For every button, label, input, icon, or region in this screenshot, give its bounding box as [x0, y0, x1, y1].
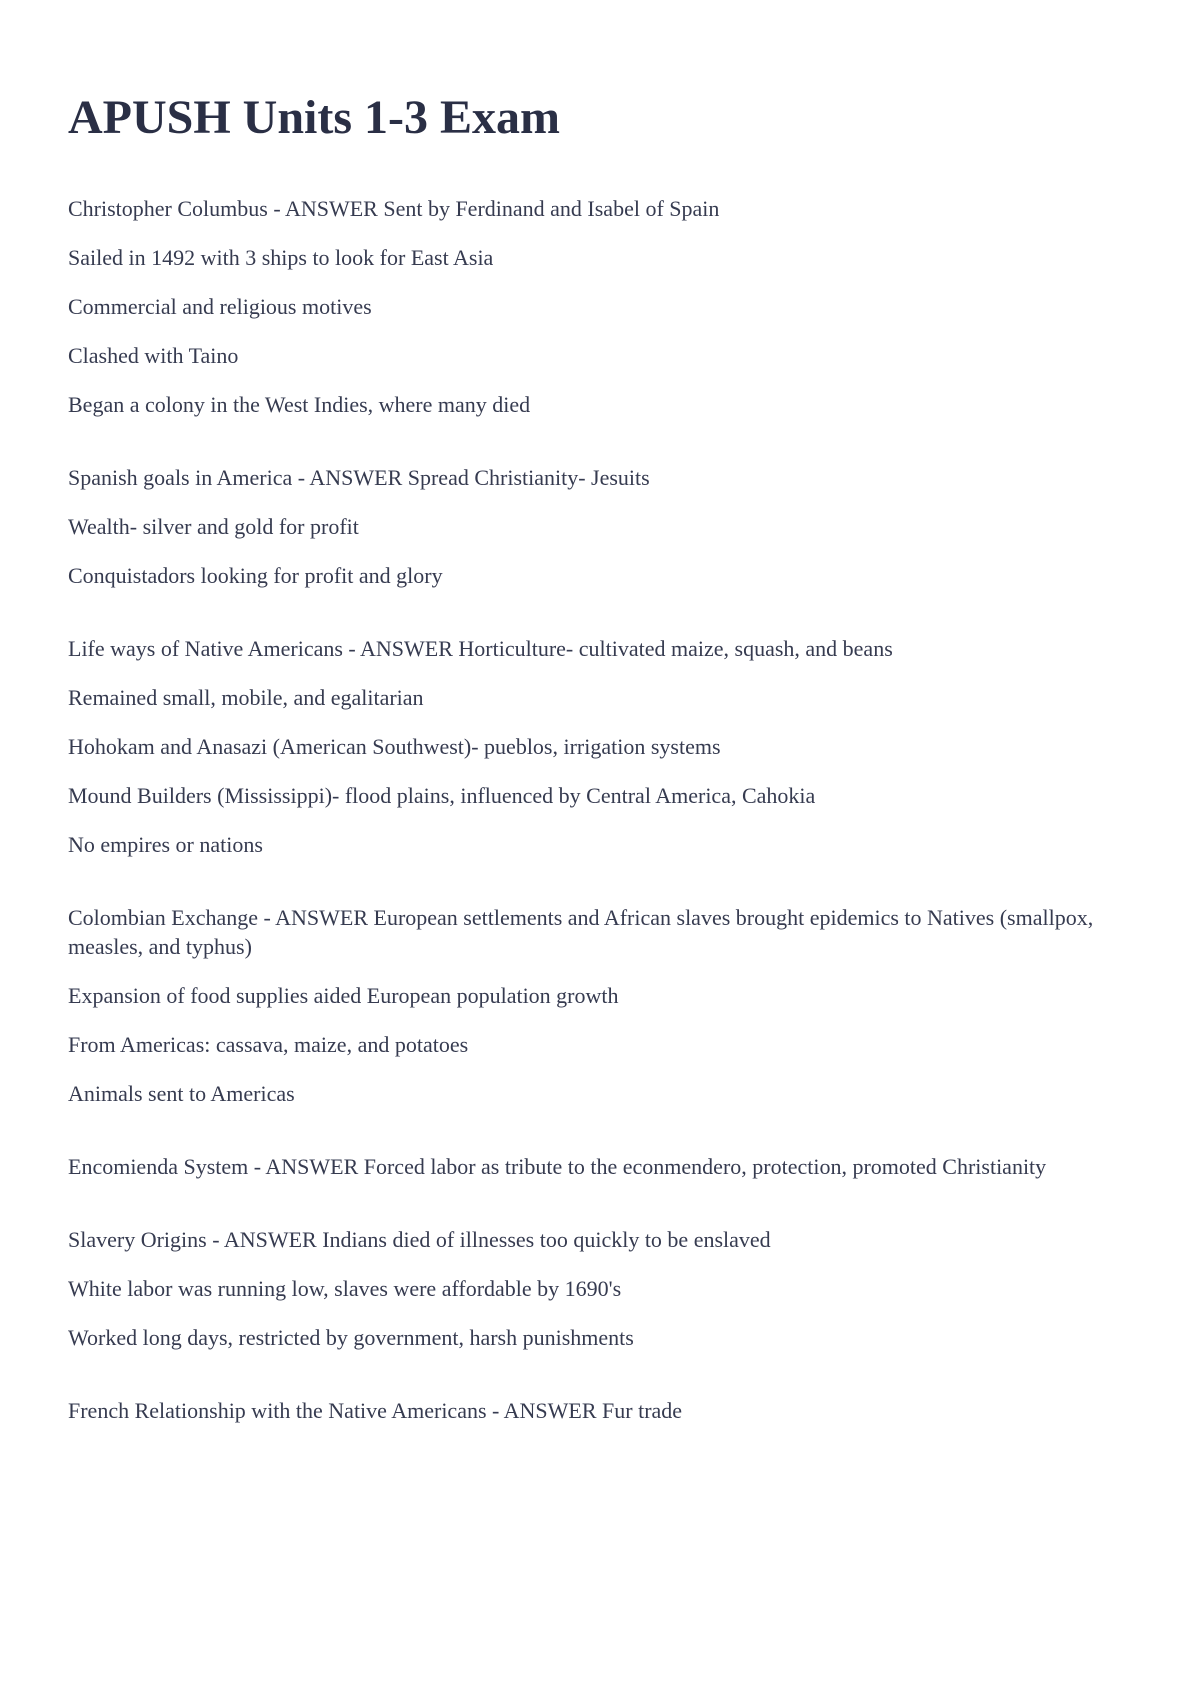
- answer-detail-line: White labor was running low, slaves were affordable by 1690's: [68, 1276, 622, 1301]
- answer-detail-line: Expansion of food supplies aided European population growth: [68, 983, 619, 1008]
- answer-detail-line: From Americas: cassava, maize, and potatoes: [68, 1032, 469, 1057]
- answer-detail-line: No empires or nations: [68, 832, 263, 857]
- answer-detail-line: Commercial and religious motives: [68, 294, 372, 319]
- answer-detail-line: Animals sent to Americas: [68, 1081, 295, 1106]
- term-answer-line: Colombian Exchange - ANSWER European settlements and African slaves brought epidemics to Natives (smallpox, measles, and typhus): [68, 905, 1094, 959]
- answer-detail-line: Clashed with Taino: [68, 343, 239, 368]
- answer-detail-line: Sailed in 1492 with 3 ships to look for East Asia: [68, 245, 494, 270]
- document-page: [68, 88, 1128, 1469]
- flashcard-entry: [68, 1225, 1128, 1352]
- flashcard-list: [68, 194, 1128, 1425]
- flashcard-entry: [68, 194, 1128, 419]
- answer-detail-line: Began a colony in the West Indies, where many died: [68, 392, 531, 417]
- answer-detail-line: Conquistadors looking for profit and glory: [68, 563, 443, 588]
- flashcard-entry: [68, 634, 1128, 859]
- answer-detail-line: Hohokam and Anasazi (American Southwest)- pueblos, irrigation systems: [68, 734, 721, 759]
- answer-detail-line: Wealth- silver and gold for profit: [68, 514, 359, 539]
- answer-detail-line: Mound Builders (Mississippi)- flood plains, influenced by Central America, Cahokia: [68, 783, 816, 808]
- document-title: APUSH Units 1-3 Exam: [68, 91, 561, 144]
- flashcard-entry: [68, 1396, 1128, 1425]
- term-answer-line: Spanish goals in America - ANSWER Spread Christianity- Jesuits: [68, 465, 650, 490]
- term-answer-line: Encomienda System - ANSWER Forced labor as tribute to the econmendero, protection, promoted Christianity: [68, 1154, 1047, 1179]
- term-answer-line: Life ways of Native Americans - ANSWER Horticulture- cultivated maize, squash, and beans: [68, 636, 893, 661]
- flashcard-entry: [68, 463, 1128, 590]
- term-answer-line: French Relationship with the Native Americans - ANSWER Fur trade: [68, 1398, 683, 1423]
- answer-detail-line: Remained small, mobile, and egalitarian: [68, 685, 424, 710]
- term-answer-line: Christopher Columbus - ANSWER Sent by Ferdinand and Isabel of Spain: [68, 196, 720, 221]
- term-answer-line: Slavery Origins - ANSWER Indians died of illnesses too quickly to be enslaved: [68, 1227, 771, 1252]
- flashcard-entry: [68, 1152, 1128, 1181]
- answer-detail-line: Worked long days, restricted by government, harsh punishments: [68, 1325, 634, 1350]
- flashcard-entry: [68, 903, 1128, 1108]
